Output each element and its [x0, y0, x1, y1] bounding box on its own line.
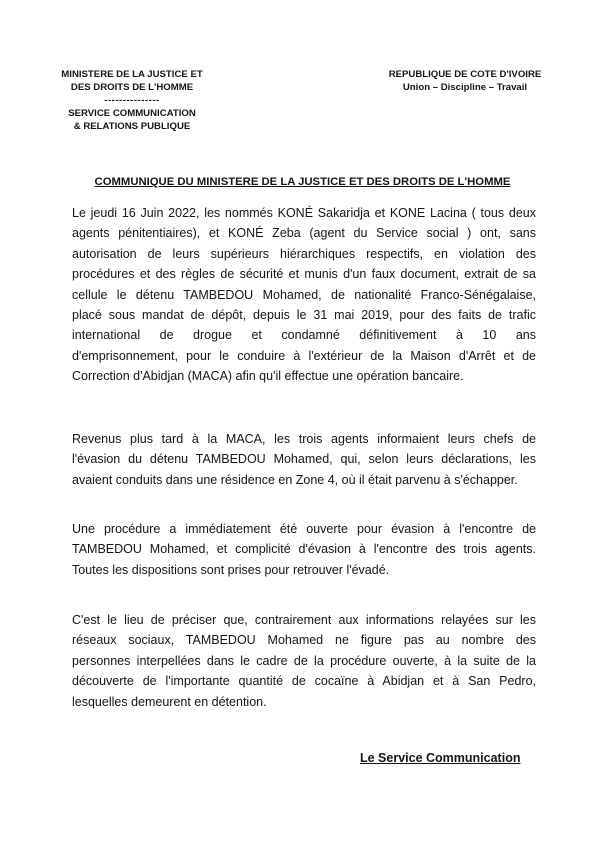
signature: Le Service Communication	[360, 751, 521, 765]
republic-name: REPUBLIQUE DE COTE D'IVOIRE	[388, 69, 542, 80]
text-line: Correction d'Abidjan (MACA) afin qu'il effectue une opération bancaire.	[72, 369, 464, 384]
text-line: Une procédure a immédiatement été ouverte pour évasion à l'encontre de	[72, 522, 536, 536]
text-line: placé sous mandat de dépôt, depuis le 31 mai 2019, pour des faits de trafic	[72, 307, 536, 322]
communique-title: COMMUNIQUE DU MINISTERE DE LA JUSTICE ET DES DROITS DE L'HOMME	[94, 176, 511, 188]
republic-header	[380, 68, 550, 94]
text-line: agents pénitentiaires), et KONÉ Zeba (agent du Service social ) ont, sans	[72, 226, 536, 241]
paragraph-procedure	[72, 519, 536, 580]
text-line: C'est le lieu de préciser que, contrairement aux informations relayées sur les	[72, 613, 536, 627]
text-line: international de drogue et condamné définitivement à 10 ans	[72, 328, 536, 343]
text-line: personnes interpellées dans le cadre de la procédure ouverte, à la suite de la	[72, 653, 536, 668]
text-line: TAMBEDOU Mohamed, et complicité d'évasion à l'encontre des trois agents.	[72, 542, 536, 557]
ministry-name-line-1: MINISTERE DE LA JUSTICE ET	[61, 69, 203, 80]
text-line: Le jeudi 16 Juin 2022, les nommés KONÉ Sakaridja et KONE Lacina ( tous deux	[72, 206, 536, 220]
service-name-line-1: SERVICE COMMUNICATION	[68, 108, 196, 119]
text-line: l'évasion du détenu TAMBEDOU Mohamed, qui, selon leurs déclarations, les	[72, 452, 536, 467]
text-line: Revenus plus tard à la MACA, les trois agents informaient leurs chefs de	[72, 432, 536, 446]
paragraph-incident	[72, 203, 536, 387]
text-line: autorisation de leurs supérieurs hiérarchiques respectifs, en violation des	[72, 246, 536, 261]
text-line: Toutes les dispositions sont prises pour retrouver l'évadé.	[72, 562, 390, 577]
paragraph-escape	[72, 429, 536, 490]
ministry-name-line-2: DES DROITS DE L'HOMME	[70, 82, 194, 93]
text-line: découverte de l'importante quantité de cocaïne à Abidjan et à San Pedro,	[72, 674, 536, 689]
paragraph-clarification	[72, 610, 536, 712]
service-name-line-2: & RELATIONS PUBLIQUE	[73, 121, 191, 132]
header-separator: ---------------	[104, 95, 160, 106]
text-line: cellule le détenu TAMBEDOU Mohamed, de nationalité Franco-Sénégalaise,	[72, 287, 536, 302]
text-line: d'emprisonnement, pour le conduire à l'extérieur de la Maison d'Arrêt et de	[72, 348, 536, 363]
text-line: procédures et des règles de sécurité et munis d'un faux document, extrait de sa	[72, 267, 536, 282]
text-line: avaient conduits dans une résidence en Zone 4, où il était parvenu à s'échapper.	[72, 472, 518, 487]
ministry-header	[52, 68, 212, 133]
text-line: réseaux sociaux, TAMBEDOU Mohamed ne figure pas au nombre des	[72, 633, 536, 648]
text-line: lesquelles demeurent en détention.	[72, 694, 267, 709]
national-motto: Union – Discipline – Travail	[402, 82, 528, 93]
